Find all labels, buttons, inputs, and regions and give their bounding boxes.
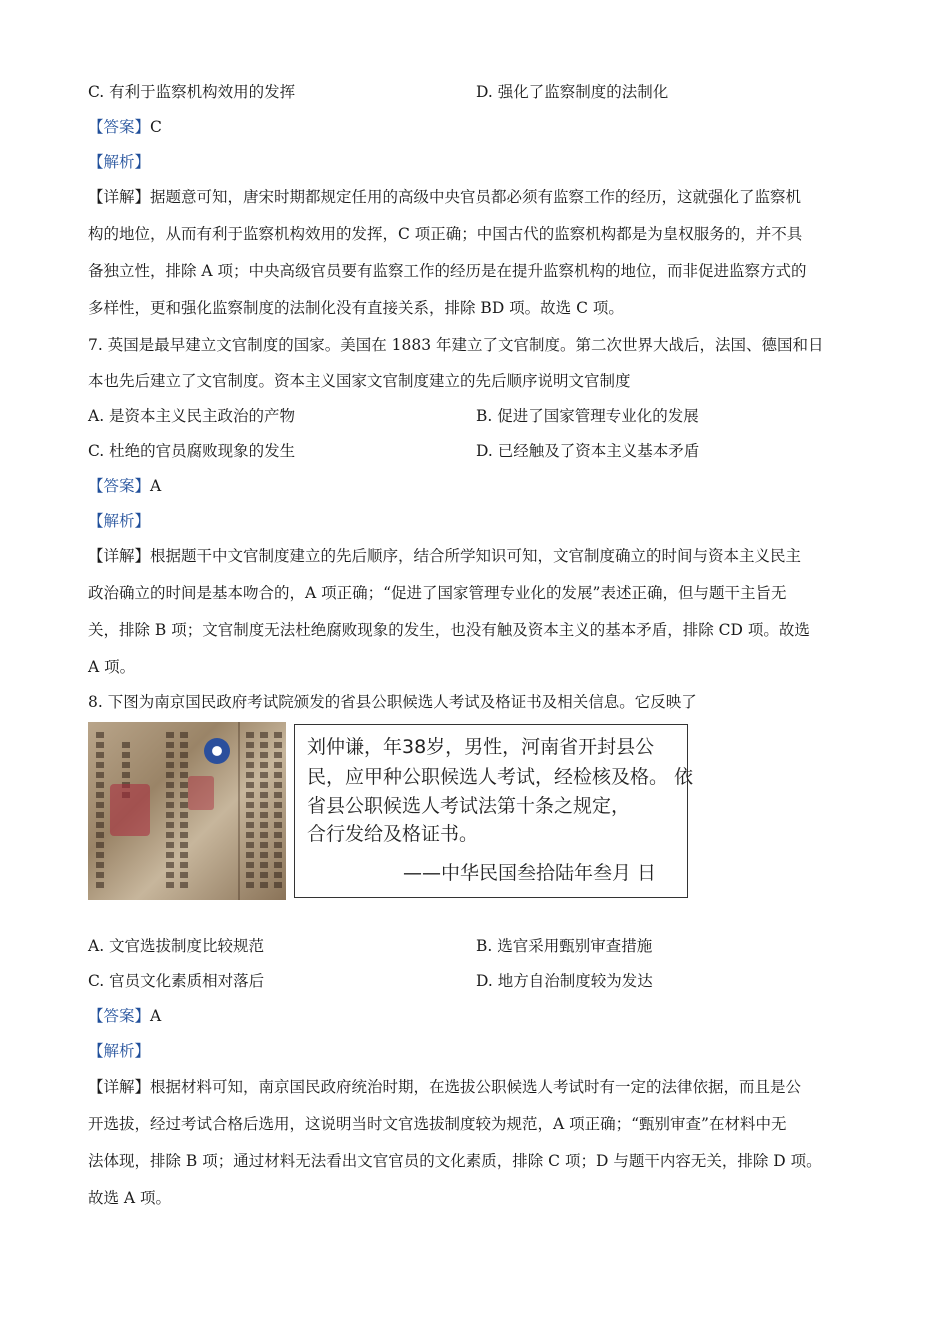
q8-detail-text-1: 根据材料可知，南京国民政府统治时期，在选拔公职候选人考试时有一定的法律依据，而且是公 (150, 1078, 802, 1096)
q7-answer: A (150, 477, 162, 495)
q6-detail-line-2: 构的地位，从而有利于监察机构效用的发挥，C 项正确；中国古代的监察机构都是为皇权服务的，并不具 (88, 225, 803, 243)
answer-tag: 【答案】 (88, 1007, 151, 1025)
q8-detail-line-1 (88, 1077, 801, 1097)
q8-answer-line (88, 1006, 161, 1026)
q8-answer: A (150, 1007, 162, 1025)
q7-stem-line-1: 7. 英国是最早建立文官制度的国家。美国在 1883 年建立了文官制度。第二次世界大战后，法国、德国和日 (88, 336, 824, 354)
q6-detail-line-3: 备独立性，排除 A 项；中央高级官员要有监察工作的经历是在提升监察机构的地位，而非促进监察方式的 (88, 262, 807, 280)
figure-text-line-3: 省县公职候选人考试法第十条之规定， (307, 795, 631, 817)
q8-detail-line-3: 法体现，排除 B 项；通过材料无法看出文官官员的文化素质，排除 C 项；D 与题干内容无关，排除 D 项。 (88, 1152, 822, 1170)
q6-option-d: D. 强化了监察制度的法制化 (476, 83, 669, 101)
figure-text-line-4: 合行发给及格证书。 (307, 823, 479, 845)
q7-detail-line-4: A 项。 (88, 658, 136, 676)
q7-analysis-tag: 【解析】 (88, 512, 151, 530)
q6-option-c: C. 有利于监察机构效用的发挥 (88, 83, 296, 101)
emblem-icon (204, 738, 230, 764)
q7-option-c: C. 杜绝的官员腐败现象的发生 (88, 442, 296, 460)
red-seal-small-icon (188, 776, 214, 810)
q8-option-d: D. 地方自治制度较为发达 (476, 972, 653, 990)
q6-detail-line-4: 多样性，更和强化监察制度的法制化没有直接关系，排除 BD 项。故选 C 项。 (88, 299, 624, 317)
q7-answer-line (88, 476, 161, 496)
figure-text-line-1: 刘仲谦，年38岁，男性，河南省开封县公 (307, 736, 655, 758)
red-seal-icon (110, 784, 150, 836)
q7-detail-line-1 (88, 546, 801, 566)
q7-option-b: B. 促进了国家管理专业化的发展 (476, 407, 699, 425)
certificate-photo (88, 722, 286, 900)
q6-answer: C (150, 118, 162, 136)
q8-detail-line-2: 开选拔，经过考试合格后选用，这说明当时文官选拔制度较为规范，A 项正确；“甄别审查”在材料中无 (88, 1115, 787, 1133)
q6-detail-text-1: 据题意可知，唐宋时期都规定任用的高级中央官员都必须有监察工作的经历，这就强化了监察机 (150, 188, 802, 206)
q7-stem-line-2: 本也先后建立了文官制度。资本主义国家文官制度建立的先后顺序说明文官制度 (88, 372, 631, 390)
q8-option-b: B. 选官采用甄别审查措施 (476, 937, 653, 955)
q8-stem: 8. 下图为南京国民政府考试院颁发的省县公职候选人考试及格证书及相关信息。它反映了 (88, 693, 697, 711)
q7-option-d: D. 已经触及了资本主义基本矛盾 (476, 442, 700, 460)
detail-tag: 【详解】 (88, 188, 151, 206)
q7-detail-line-2: 政治确立的时间是基本吻合的，A 项正确；“促进了国家管理专业化的发展”表述正确，但与题干主旨无 (88, 584, 787, 602)
q6-answer-line (88, 117, 162, 137)
answer-tag: 【答案】 (88, 118, 151, 136)
q7-detail-line-3: 关，排除 B 项；文官制度无法杜绝腐败现象的发生，也没有触及资本主义的基本矛盾，排除 CD 项。故选 (88, 621, 810, 639)
certificate-text-box (294, 724, 694, 898)
q8-analysis-tag: 【解析】 (88, 1042, 151, 1060)
detail-tag: 【详解】 (88, 1078, 151, 1096)
q8-option-a: A. 文官选拔制度比较规范 (88, 937, 265, 955)
certificate-figure (88, 722, 694, 900)
q6-detail-line-1 (88, 187, 801, 207)
q7-option-a: A. 是资本主义民主政治的产物 (88, 407, 296, 425)
figure-text-line-2: 民，应甲种公职候选人考试，经检核及格。 依 (307, 766, 694, 788)
q7-detail-text-1: 根据题干中文官制度建立的先后顺序，结合所学知识可知，文官制度确立的时间与资本主义民主 (150, 547, 802, 565)
detail-tag: 【详解】 (88, 547, 151, 565)
q8-option-c: C. 官员文化素质相对落后 (88, 972, 265, 990)
q6-analysis-tag: 【解析】 (88, 153, 151, 171)
q8-detail-line-4: 故选 A 项。 (88, 1189, 172, 1207)
answer-tag: 【答案】 (88, 477, 151, 495)
figure-text-date: ——中华民国叁拾陆年叁月 日 (403, 862, 657, 884)
